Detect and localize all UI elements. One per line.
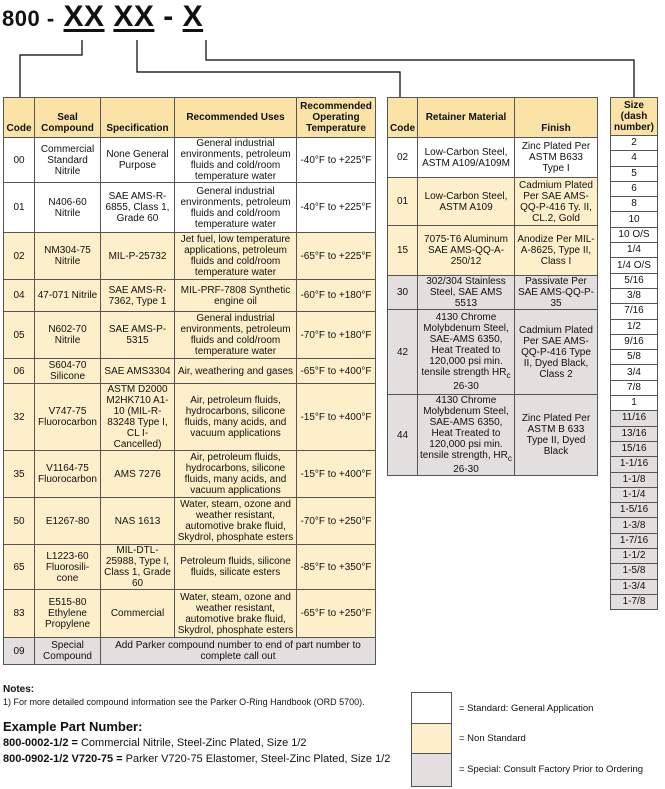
size-value: 10 O/S <box>611 227 658 242</box>
compound-uses: Petroleum fluids, silicone fluids, silicate esters <box>175 545 297 590</box>
compound-spec: SAE AMS-P-5315 <box>101 312 175 359</box>
retainer-row <box>388 395 598 476</box>
compound-spec: None General Purpose <box>101 138 175 183</box>
size-row <box>611 181 658 196</box>
size-row <box>611 472 658 487</box>
size-row <box>611 227 658 242</box>
notes <box>3 684 365 708</box>
compound-row <box>4 451 376 498</box>
size-value: 11/16 <box>611 411 658 426</box>
example-title: Example Part Number: <box>3 719 143 734</box>
example-part-numbers <box>3 719 390 767</box>
retainer-finish: Passivate Per SAE AMS-QQ-P-35 <box>515 276 598 310</box>
compound-code: 06 <box>4 359 35 384</box>
size-value: 1-1/8 <box>611 472 658 487</box>
retainer-row <box>388 310 598 395</box>
size-row <box>611 594 658 609</box>
size-row <box>611 304 658 319</box>
size-row <box>611 549 658 564</box>
size-value: 8 <box>611 197 658 212</box>
size-row <box>611 564 658 579</box>
size-row <box>611 579 658 594</box>
compound-row <box>4 138 376 183</box>
example-line-2 <box>3 751 390 767</box>
size-row <box>611 258 658 273</box>
size-value: 5/16 <box>611 273 658 288</box>
part-number-prefix: 800 - <box>2 6 55 31</box>
compound-header-seal-compound: Seal Compound <box>35 98 101 138</box>
compound-name: E515-80 Ethylene Propylene <box>35 590 101 638</box>
compound-uses: Jet fuel, low temperature applications, petroleum fluids and cold/room temperature water <box>175 233 297 280</box>
size-value: 9/16 <box>611 334 658 349</box>
compound-name: N406-60 Nitrile <box>35 183 101 233</box>
compound-code: 32 <box>4 384 35 451</box>
compound-row <box>4 233 376 280</box>
size-row <box>611 518 658 533</box>
size-value: 3/8 <box>611 288 658 303</box>
size-row <box>611 136 658 151</box>
legend-label-standard: = Standard: General Application <box>459 703 594 714</box>
compound-spec: MIL-DTL-25988, Type I, Class 1, Grade 60 <box>101 545 175 590</box>
retainer-finish: Zinc Plated Per ASTM B633 Type I <box>515 138 598 178</box>
compound-header-specification: Specification <box>101 98 175 138</box>
retainer-finish: Cadmium Plated Per SAE AMS-QQ-P-416 Type II, Dyed Black, Class 2 <box>515 310 598 395</box>
retainer-code: 42 <box>388 310 418 395</box>
retainer-code: 02 <box>388 138 418 178</box>
compound-name: Commercial Standard Nitrile <box>35 138 101 183</box>
size-row <box>611 212 658 227</box>
size-value: 1-7/8 <box>611 594 658 609</box>
retainer-code: 44 <box>388 395 418 476</box>
legend-swatch-standard <box>411 692 452 726</box>
size-row <box>611 457 658 472</box>
size-value: 1-3/4 <box>611 579 658 594</box>
compound-name: Special Compound <box>35 638 101 665</box>
compound-uses: Water, steam, ozone and weather resistant, automotive brake fluid, Skydrol, phosphate esters <box>175 498 297 545</box>
size-value: 5/8 <box>611 350 658 365</box>
compound-temp: -40°F to +225°F <box>297 138 376 183</box>
size-value: 3/4 <box>611 365 658 380</box>
legend-label-special: = Special: Consult Factory Prior to Ordering <box>459 764 644 775</box>
compound-temp: -15°F to +400°F <box>297 384 376 451</box>
legend-swatch-non-standard <box>411 723 452 755</box>
compound-name: L1223-60 Fluorosili-cone <box>35 545 101 590</box>
compound-row-special <box>4 638 376 665</box>
compound-header-code: Code <box>4 98 35 138</box>
size-row <box>611 166 658 181</box>
compound-row <box>4 359 376 384</box>
compound-spec: SAE AMS-R-7362, Type 1 <box>101 280 175 312</box>
compound-code: 35 <box>4 451 35 498</box>
size-row <box>611 288 658 303</box>
special-compound-note: Add Parker compound number to end of part number to complete call out <box>101 638 376 665</box>
compound-code: 04 <box>4 280 35 312</box>
retainer-row <box>388 138 598 178</box>
size-value: 13/16 <box>611 426 658 441</box>
compound-name: NM304-75 Nitrile <box>35 233 101 280</box>
compound-row <box>4 545 376 590</box>
size-value: 1-5/16 <box>611 503 658 518</box>
compound-temp: -65°F to +225°F <box>297 233 376 280</box>
retainer-material: 302/304 Stainless Steel, SAE AMS 5513 <box>418 276 515 310</box>
compound-name: V747-75 Fluorocarbon <box>35 384 101 451</box>
size-value: 1-1/4 <box>611 487 658 502</box>
retainer-material: 7075-T6 Aluminum SAE AMS-QQ-A-250/12 <box>418 226 515 276</box>
size-row <box>611 243 658 258</box>
compound-spec: Commercial <box>101 590 175 638</box>
compound-spec: AMS 7276 <box>101 451 175 498</box>
compound-spec: NAS 1613 <box>101 498 175 545</box>
retainer-material: 4130 Chrome Molybdenum Steel, SAE-AMS 6350, Heat Treated to 120,000 psi min. tensile strength $HR_c$ 26-30 <box>418 310 515 395</box>
compound-uses: Water, steam, ozone and weather resistant, automotive brake fluid, Skydrol, phosphate esters <box>175 590 297 638</box>
retainer-finish: Zinc Plated Per ASTM B 633 Type II, Dyed Black <box>515 395 598 476</box>
compound-temp: -40°F to +225°F <box>297 183 376 233</box>
compound-row <box>4 280 376 312</box>
size-value: 1-3/8 <box>611 518 658 533</box>
compound-row <box>4 312 376 359</box>
retainer-material: Low-Carbon Steel, ASTM A109 <box>418 178 515 226</box>
hrc-subscript: c <box>507 453 512 463</box>
size-value: 1/4 O/S <box>611 258 658 273</box>
retainer-row <box>388 276 598 310</box>
connector-retainer <box>137 40 400 98</box>
compound-uses: Air, petroleum fluids, hydrocarbons, silicone fluids, many acids, and vacuum applications <box>175 384 297 451</box>
compound-temp: -60°F to +180°F <box>297 280 376 312</box>
compound-temp: -70°F to +250°F <box>297 498 376 545</box>
example-desc-1: Commercial Nitrile, Steel-Zinc Plated, Size 1/2 <box>77 737 307 749</box>
compound-temp: -65°F to +400°F <box>297 359 376 384</box>
compound-name: N602-70 Nitrile <box>35 312 101 359</box>
size-value: 1-1/16 <box>611 457 658 472</box>
retainer-header-material: Retainer Material <box>418 98 515 138</box>
compound-uses: MIL-PRF-7808 Synthetic engine oil <box>175 280 297 312</box>
compound-name: E1267-80 <box>35 498 101 545</box>
size-row <box>611 533 658 548</box>
retainer-code: 15 <box>388 226 418 276</box>
part-number-size-code: X <box>182 0 204 33</box>
compound-spec: SAE AMS-R-6855, Class 1, Grade 60 <box>101 183 175 233</box>
retainer-header-code: Code <box>388 98 418 138</box>
size-value: 1-7/16 <box>611 533 658 548</box>
size-row <box>611 503 658 518</box>
compound-code: 83 <box>4 590 35 638</box>
compound-header-temperature: Recommended Operating Temperature <box>297 98 376 138</box>
size-row <box>611 396 658 411</box>
example-desc-2: Parker V720-75 Elastomer, Steel-Zinc Plated, Size 1/2 <box>122 753 391 765</box>
retainer-finish: Anodize Per MIL-A-8625, Type II, Class I <box>515 226 598 276</box>
size-value: 1/2 <box>611 319 658 334</box>
compound-code: 00 <box>4 138 35 183</box>
connector-lines <box>0 0 665 110</box>
compound-spec: MIL-P-25732 <box>101 233 175 280</box>
size-row <box>611 426 658 441</box>
size-row <box>611 151 658 166</box>
size-row <box>611 273 658 288</box>
compound-spec: SAE AMS3304 <box>101 359 175 384</box>
compound-temp: -85°F to +350°F <box>297 545 376 590</box>
retainer-row <box>388 178 598 226</box>
size-value: 1-5/8 <box>611 564 658 579</box>
compound-code: 09 <box>4 638 35 665</box>
legend-swatch-special <box>411 753 452 787</box>
size-value: 1-1/2 <box>611 549 658 564</box>
connector-size <box>206 40 634 98</box>
size-row <box>611 334 658 349</box>
connector-compound <box>20 40 82 98</box>
retainer-material: Low-Carbon Steel, ASTM A109/A109M <box>418 138 515 178</box>
size-row <box>611 197 658 212</box>
compound-name: 47-071 Nitrile <box>35 280 101 312</box>
size-row <box>611 380 658 395</box>
example-pn-2: 800-0902-1/2 V720-75 = <box>3 753 123 765</box>
size-row <box>611 411 658 426</box>
size-row <box>611 319 658 334</box>
compound-name: V1164-75 Fluorocarbon <box>35 451 101 498</box>
hrc-subscript: c <box>506 370 511 380</box>
compound-temp: -65°F to +250°F <box>297 590 376 638</box>
size-row <box>611 350 658 365</box>
retainer-code: 01 <box>388 178 418 226</box>
size-table <box>610 97 658 610</box>
retainer-code: 30 <box>388 276 418 310</box>
compound-row <box>4 498 376 545</box>
compound-uses: Air, petroleum fluids, hydrocarbons, silicone fluids, many acids, and vacuum applications <box>175 451 297 498</box>
compound-temp: -15°F to +400°F <box>297 451 376 498</box>
compound-code: 65 <box>4 545 35 590</box>
retainer-row <box>388 226 598 276</box>
compound-uses: Air, weathering and gases <box>175 359 297 384</box>
size-value: 5 <box>611 166 658 181</box>
part-number-retainer-code: XX <box>113 0 155 33</box>
size-value: 10 <box>611 212 658 227</box>
compound-code: 02 <box>4 233 35 280</box>
size-row <box>611 365 658 380</box>
notes-title: Notes: <box>3 684 35 695</box>
retainer-material: 4130 Chrome Molybdenum Steel, SAE-AMS 6350, Heat Treated to 120,000 psi min. tensile strength, $HR_c$ 26-30 <box>418 395 515 476</box>
retainer-finish: Cadmium Plated Per SAE AMS-QQ-P-416 Ty. II, CL.2, Gold <box>515 178 598 226</box>
size-value: 6 <box>611 181 658 196</box>
compound-row <box>4 183 376 233</box>
compound-code: 50 <box>4 498 35 545</box>
size-value: 1/4 <box>611 243 658 258</box>
compound-uses: General industrial environments, petroleum fluids and cold/room temperature water <box>175 312 297 359</box>
example-pn-1: 800-0002-1/2 = <box>3 737 78 749</box>
part-number-dash: - <box>163 0 174 33</box>
compound-code: 05 <box>4 312 35 359</box>
size-value: 7/8 <box>611 380 658 395</box>
compound-row <box>4 590 376 638</box>
size-row <box>611 441 658 456</box>
size-value: 4 <box>611 151 658 166</box>
compound-header-uses: Recommended Uses <box>175 98 297 138</box>
size-value: 7/16 <box>611 304 658 319</box>
compound-code: 01 <box>4 183 35 233</box>
compound-uses: General industrial environments, petroleum fluids and cold/room temperature water <box>175 183 297 233</box>
size-row <box>611 487 658 502</box>
size-header: Size (dash number) <box>611 98 658 136</box>
part-number-compound-code: XX <box>63 0 105 33</box>
note-1: 1) For more detailed compound information see the Parker O-Ring Handbook (ORD 5700). <box>3 697 365 707</box>
retainer-header-finish: Finish <box>515 98 598 138</box>
compound-temp: -70°F to +180°F <box>297 312 376 359</box>
size-value: 15/16 <box>611 441 658 456</box>
compound-uses: General industrial environments, petroleum fluids and cold/room temperature water <box>175 138 297 183</box>
compound-spec: ASTM D2000 M2HK710 A1-10 (MIL-R-83248 Type I, CL I-Cancelled) <box>101 384 175 451</box>
compound-name: S604-70 Silicone <box>35 359 101 384</box>
example-line-1 <box>3 735 390 751</box>
retainer-table <box>387 97 598 476</box>
size-value: 1 <box>611 396 658 411</box>
compound-row <box>4 384 376 451</box>
compound-table <box>3 97 376 665</box>
size-value: 2 <box>611 136 658 151</box>
legend-label-non-standard: = Non Standard <box>459 733 526 744</box>
